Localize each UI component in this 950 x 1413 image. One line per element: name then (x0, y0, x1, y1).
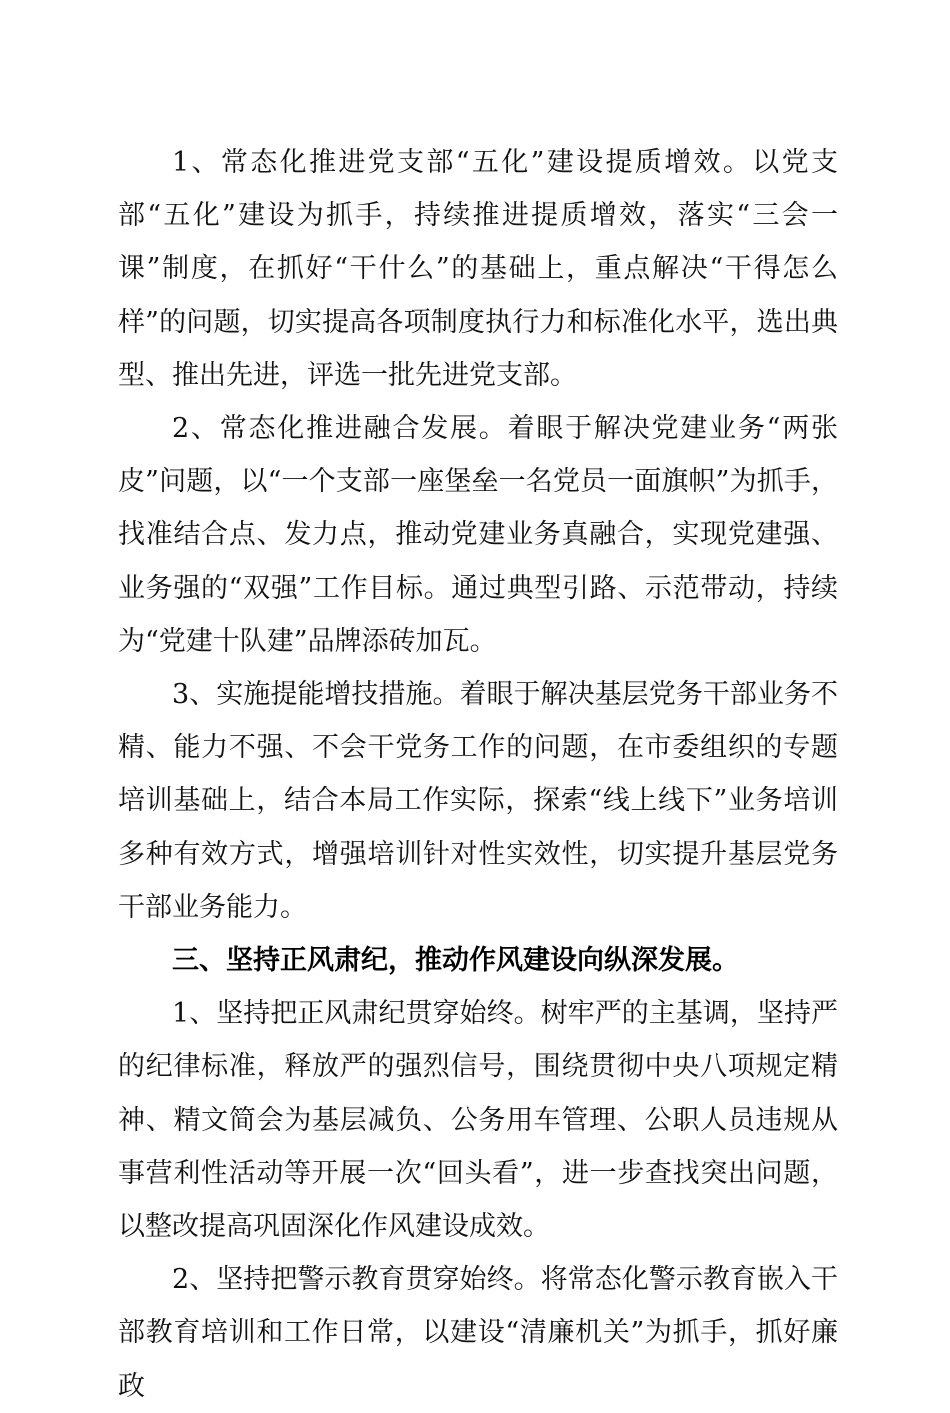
paragraph-capability-improvement: 3、实施提能增技措施。着眼于解决基层党务干部业务不精、能力不强、不会干党务工作的问题，在市委组织的专题培训基础上，结合本局工作实际，探索“线上线下”业务培训多种有效方式，增强培训针对性实效性，切实提升基层党务干部业务能力。 (118, 679, 838, 923)
document-body (118, 136, 838, 1413)
paragraph-integrated-development: 2、常态化推进融合发展。着眼于解决党建业务“两张皮”问题，以“一个支部一座堡垒一名党员一面旗帜”为抓手，找准结合点、发力点，推动党建业务真融合，实现党建强、业务强的“双强”工作目标。通过典型引路、示范带动，持续为“党建十队建”品牌添砖加瓦。 (118, 413, 838, 657)
paragraph-party-branch-five-standards: 1、常态化推进党支部“五化”建设提质增效。以党支部“五化”建设为抓手，持续推进提质增效，落实“三会一课”制度，在抓好“干什么”的基础上，重点解决“干得怎么样”的问题，切实提高各项制度执行力和标准化水平，选出典型、推出先进，评选一批先进党支部。 (118, 147, 838, 391)
section-heading-discipline: 三、坚持正风肃纪，推动作风建设向纵深发展。 (172, 945, 739, 977)
paragraph-warning-education: 2、坚持把警示教育贯穿始终。将常态化警示教育嵌入干部教育培训和工作日常，以建设“清廉机关”为抓手，抓好廉政 (118, 1264, 838, 1402)
paragraph-discipline-throughout: 1、坚持把正风肃纪贯穿始终。树牢严的主基调，坚持严的纪律标准，释放严的强烈信号，围绕贯彻中央八项规定精神、精文简会为基层减负、公务用车管理、公职人员违规从事营利性活动等开展一次“回头看”，进一步查找突出问题，以整改提高巩固深化作风建设成效。 (118, 998, 838, 1243)
